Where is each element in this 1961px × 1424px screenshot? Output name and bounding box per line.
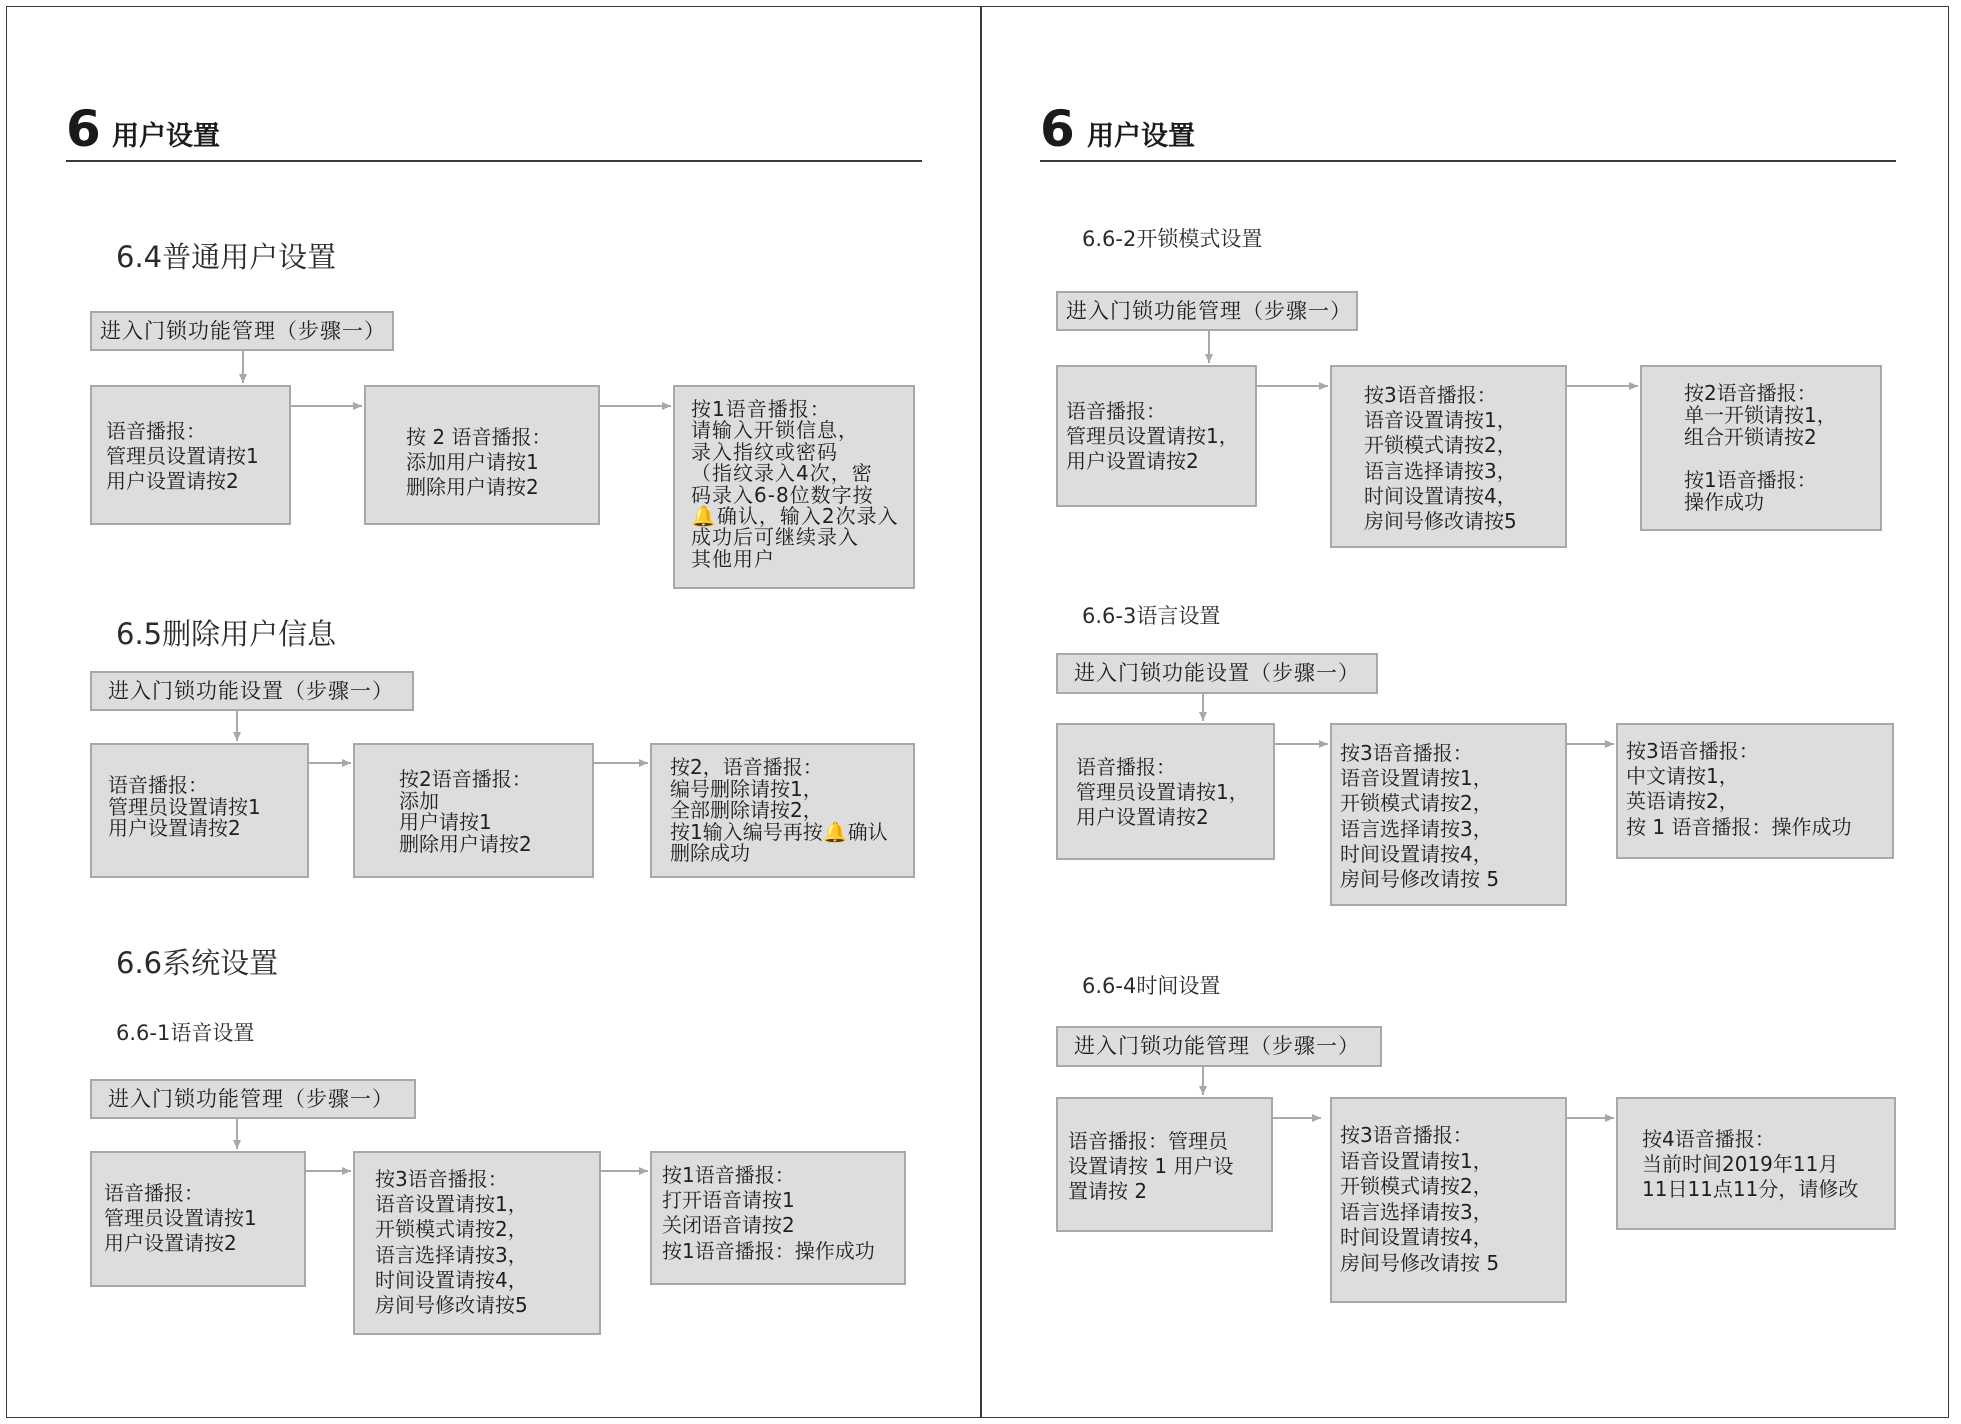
header-rule-left (66, 160, 922, 162)
flow-box-6-6-4-1: 语音播报：管理员 设置请按 1 用户设 置请按 2 (1056, 1097, 1273, 1232)
chapter-title-left: 用户设置 (112, 121, 220, 152)
step1-box-6-6-4: 进入门锁功能管理（步骤一） (1056, 1026, 1382, 1067)
subsection-title-6-6-2: 6.6-2开锁模式设置 (1082, 227, 1263, 251)
flow-box-6-5-2: 按2语音播报： 添加 用户请按1 删除用户请按2 (353, 743, 594, 878)
flow-box-6-6-1-3: 按1语音播报： 打开语音请按1 关闭语音请按2 按1语音播报：操作成功 (650, 1151, 906, 1285)
section-title-6-5: 6.5删除用户信息 (116, 617, 337, 651)
subsection-title-6-6-1: 6.6-1语音设置 (116, 1021, 255, 1045)
flow-box-6-5-1: 语音播报： 管理员设置请按1 用户设置请按2 (90, 743, 309, 878)
flow-box-6-6-1-2: 按3语音播报： 语音设置请按1， 开锁模式请按2， 语言选择请按3， 时间设置请按4， 房间号修改请按5 (353, 1151, 601, 1335)
section-title-6-4: 6.4普通用户设置 (116, 240, 337, 274)
flow-box-6-5-3: 按2，语音播报： 编号删除请按1， 全部删除请按2， 按1输入编号再按🔔确认 删除成功 (650, 743, 915, 878)
page-divider (980, 6, 982, 1418)
section-title-6-6: 6.6系统设置 (116, 946, 279, 980)
flow-box-6-4-2: 按 2 语音播报： 添加用户请按1 删除用户请按2 (364, 385, 600, 525)
chapter-title-right: 用户设置 (1087, 121, 1195, 152)
flow-box-6-6-4-3: 按4语音播报： 当前时间2019年11月 11日11点11分，请修改 (1616, 1097, 1896, 1230)
flow-box-6-6-2-1: 语音播报： 管理员设置请按1， 用户设置请按2 (1056, 365, 1257, 507)
subsection-title-6-6-4: 6.6-4时间设置 (1082, 974, 1221, 998)
flow-box-6-6-1-1: 语音播报： 管理员设置请按1 用户设置请按2 (90, 1151, 306, 1287)
step1-box-6-6-1: 进入门锁功能管理（步骤一） (90, 1079, 416, 1119)
flow-box-6-4-3: 按1语音播报： 请输入开锁信息， 录入指纹或密码 （指纹录入4次，密 码录入6-8位数字按 🔔确认，输入2次录入 成功后可继续录入 其他用户 (673, 385, 915, 589)
chapter-number-left: 6 (66, 100, 101, 158)
header-rule-right (1040, 160, 1896, 162)
step1-box-6-5: 进入门锁功能设置（步骤一） (90, 671, 414, 711)
flow-box-6-4-1: 语音播报： 管理员设置请按1 用户设置请按2 (90, 385, 291, 525)
flow-box-6-6-2-3: 按2语音播报： 单一开锁请按1， 组合开锁请按2 按1语音播报： 操作成功 (1640, 365, 1882, 531)
flow-box-6-6-4-2: 按3语音播报： 语音设置请按1， 开锁模式请按2， 语言选择请按3， 时间设置请按4， 房间号修改请按 5 (1330, 1097, 1567, 1303)
chapter-number-right: 6 (1040, 100, 1075, 158)
flow-box-6-6-2-2: 按3语音播报： 语音设置请按1， 开锁模式请按2， 语言选择请按3， 时间设置请按4， 房间号修改请按5 (1330, 365, 1567, 548)
step1-box-6-4: 进入门锁功能管理（步骤一） (90, 311, 394, 351)
flow-box-6-6-3-1: 语音播报： 管理员设置请按1， 用户设置请按2 (1056, 723, 1275, 860)
step1-box-6-6-2: 进入门锁功能管理（步骤一） (1056, 291, 1358, 331)
flow-box-6-6-3-3: 按3语音播报： 中文请按1， 英语请按2， 按 1 语音播报：操作成功 (1616, 723, 1894, 859)
step1-box-6-6-3: 进入门锁功能设置（步骤一） (1056, 653, 1378, 694)
subsection-title-6-6-3: 6.6-3语言设置 (1082, 604, 1221, 628)
flow-box-6-6-3-2: 按3语音播报： 语音设置请按1， 开锁模式请按2， 语言选择请按3， 时间设置请按4， 房间号修改请按 5 (1330, 723, 1567, 906)
